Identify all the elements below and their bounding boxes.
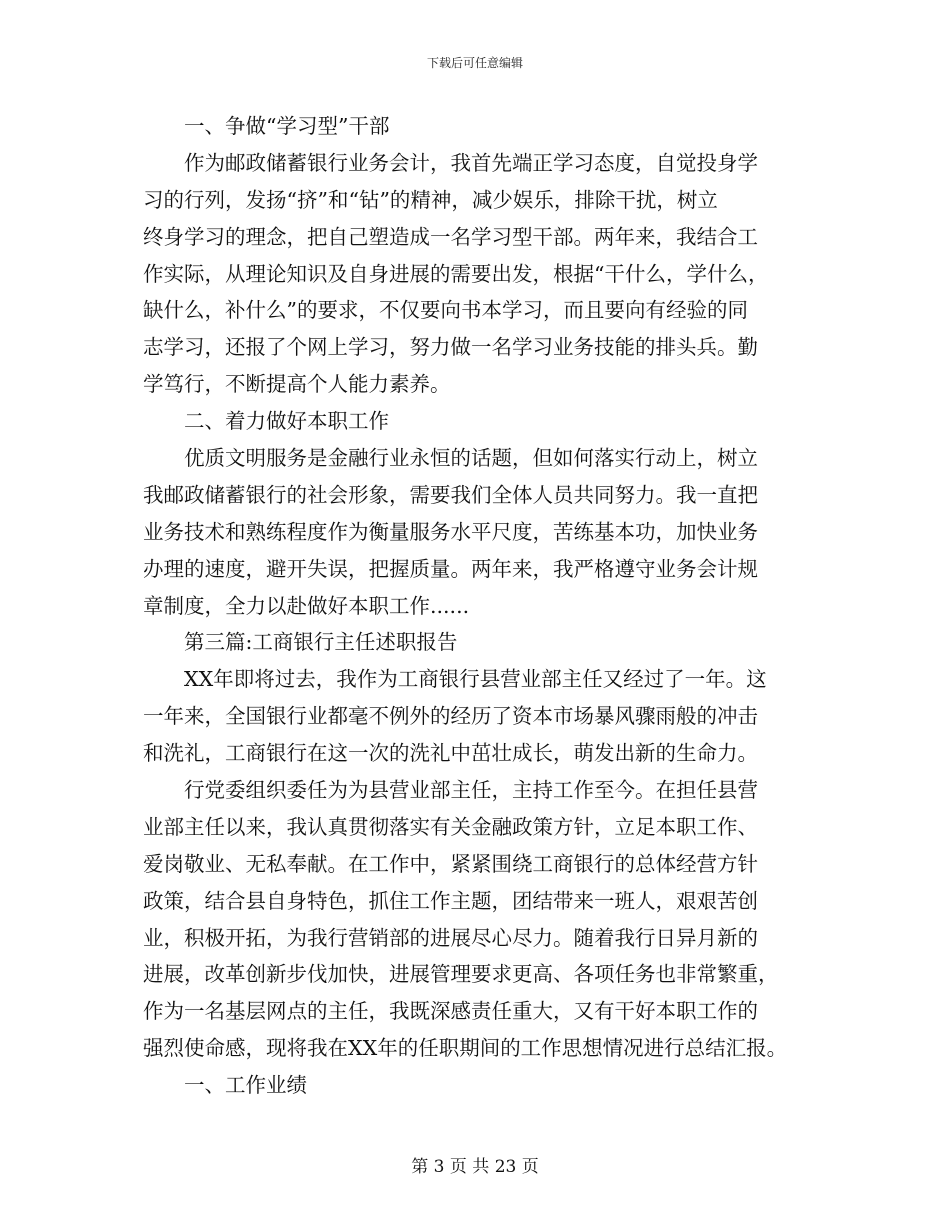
text-line: 和洗礼，工商银行在这一次的洗礼中茁壮成长，萌发出新的生命力。 <box>143 741 758 766</box>
text-line: 业部主任以来，我认真贯彻落实有关金融政策方针，立足本职工作、 <box>143 814 758 839</box>
text-line: 优质文明服务是金融行业永恒的话题，但如何落实行动上，树立 <box>143 446 758 471</box>
text-line: 我邮政储蓄银行的社会形象，需要我们全体人员共同努力。我一直把 <box>143 482 758 507</box>
text-line: 作实际，从理论知识及自身进展的需要出发，根据“干什么，学什么， <box>143 261 769 286</box>
text-line: 志学习，还报了个网上学习，努力做一名学习业务技能的排头兵。勤 <box>143 335 758 360</box>
text-line: 办理的速度，避开失误，把握质量。两年来，我严格遵守业务会计规 <box>143 556 758 581</box>
document-body <box>143 108 808 1104</box>
text-line: 终身学习的理念，把自己塑造成一名学习型干部。两年来，我结合工 <box>143 224 758 249</box>
text-line: XX年即将过去，我作为工商银行县营业部主任又经过了一年。这 <box>143 667 767 692</box>
text-line: 行党委组织委任为为县营业部主任，主持工作至今。在担任县营 <box>143 778 758 803</box>
text-line: 一、工作业绩 <box>143 1073 307 1098</box>
page-header: 下载后可任意编辑 <box>426 56 523 70</box>
text-line: 第三篇:工商银行主任述职报告 <box>143 630 458 655</box>
text-line: 章制度，全力以赴做好本职工作...... <box>143 593 470 618</box>
text-line: 作为邮政储蓄银行业务会计，我首先端正学习态度，自觉投身学 <box>143 150 758 175</box>
text-line: 二、着力做好本职工作 <box>143 409 389 434</box>
page-footer: 第 3 页 共 23 页 <box>411 1157 539 1177</box>
text-line: 学笃行，不断提高个人能力素养。 <box>143 372 451 397</box>
text-line: 进展，改革创新步伐加快，进展管理要求更高、各项任务也非常繁重， <box>143 962 779 987</box>
text-line: 一、争做“学习型”干部 <box>143 114 390 138</box>
text-line: 强烈使命感，现将我在XX年的任职期间的工作思想情况进行总结汇报。 <box>143 1036 788 1061</box>
text-line: 缺什么，补什么”的要求，不仅要向书本学习，而且要向有经验的同 <box>143 298 748 323</box>
text-line: 习的行列，发扬“挤”和“钻”的精神，减少娱乐，排除干扰，树立 <box>143 187 718 212</box>
text-line: 一年来，全国银行业都毫不例外的经历了资本市场暴风骤雨般的冲击 <box>143 704 758 729</box>
text-line: 政策，结合县自身特色，抓住工作主题，团结带来一班人，艰艰苦创 <box>143 888 758 913</box>
text-line: 爱岗敬业、无私奉献。在工作中，紧紧围绕工商银行的总体经营方针 <box>143 851 758 876</box>
text-line: 业务技术和熟练程度作为衡量服务水平尺度，苦练基本功，加快业务 <box>143 519 758 544</box>
text-line: 业，积极开拓，为我行营销部的进展尽心尽力。随着我行日异月新的 <box>143 925 758 950</box>
text-line: 作为一名基层网点的主任，我既深感责任重大，又有干好本职工作的 <box>143 999 758 1024</box>
